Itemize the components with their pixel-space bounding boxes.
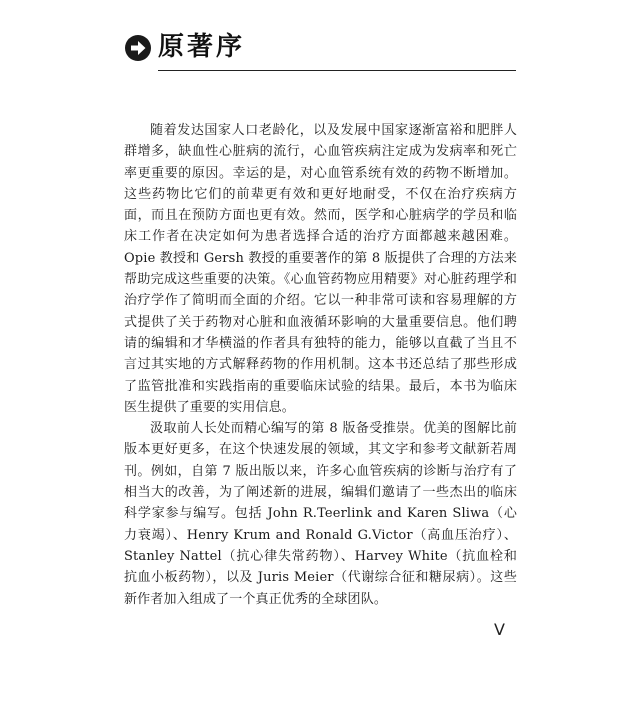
paragraph-2: 汲取前人长处而精心编写的第 8 版备受推崇。优美的图解比前版本更好更多，在这个快速发展的领域，其文字和参考文献新若周刊。例如，自第 7 版出版以来，许多心血管疾病的诊断与治疗有了相当大的改善，为了阐述新的进展，编辑们邀请了一些杰出的临床科学家参与编写。包括 John R.Teerlink and Karen Sliwa（心力衰竭）、Henry Krum and Ronald G.Victor（高血压治疗）、Stanley Nattel（抗心律失常药物）、Harvey White（抗血栓和抗血小板药物），以及 Juris Meier（代谢综合征和糖尿病）。这些新作者加入组成了一个真正优秀的全球团队。 [124,421,517,607]
header-rule [158,70,516,71]
paragraph-1: 随着发达国家人口老龄化，以及发展中国家逐渐富裕和肥胖人群增多，缺血性心脏病的流行，心血管疾病注定成为发病率和死亡率更重要的原因。幸运的是，对心血管系统有效的药物不断增加。这些药物比它们的前辈更有效和更好地耐受，不仅在治疗疾病方面，而且在预防方面也更有效。然而，医学和心脏病学的学员和临床工作者在决定如何为患者选择合适的治疗方面都越来越困难。Opie 教授和 Gersh 教授的重要著作的第 8 版提供了合理的方法来帮助完成这些重要的决策。《心血管药物应用精要》对心脏药理学和治疗学作了简明而全面的介绍。它以一种非常可读和容易理解的方式提供了关于药物对心脏和血液循环影响的大量重要信息。他们聘请的编辑和才华横溢的作者具有独特的能力，能够以直截了当且不言过其实地的方式解释药物的作用机制。这本书还总结了那些形成了监管批准和实践指南的重要临床试验的结果。最后，本书为临床医生提供了重要的实用信息。 [124,123,517,415]
page-title: 原著序 [158,32,246,62]
page-number: V [494,620,505,639]
preface-body [124,120,517,610]
arrow-right-circle-icon [124,34,152,62]
chapter-header [124,30,516,70]
